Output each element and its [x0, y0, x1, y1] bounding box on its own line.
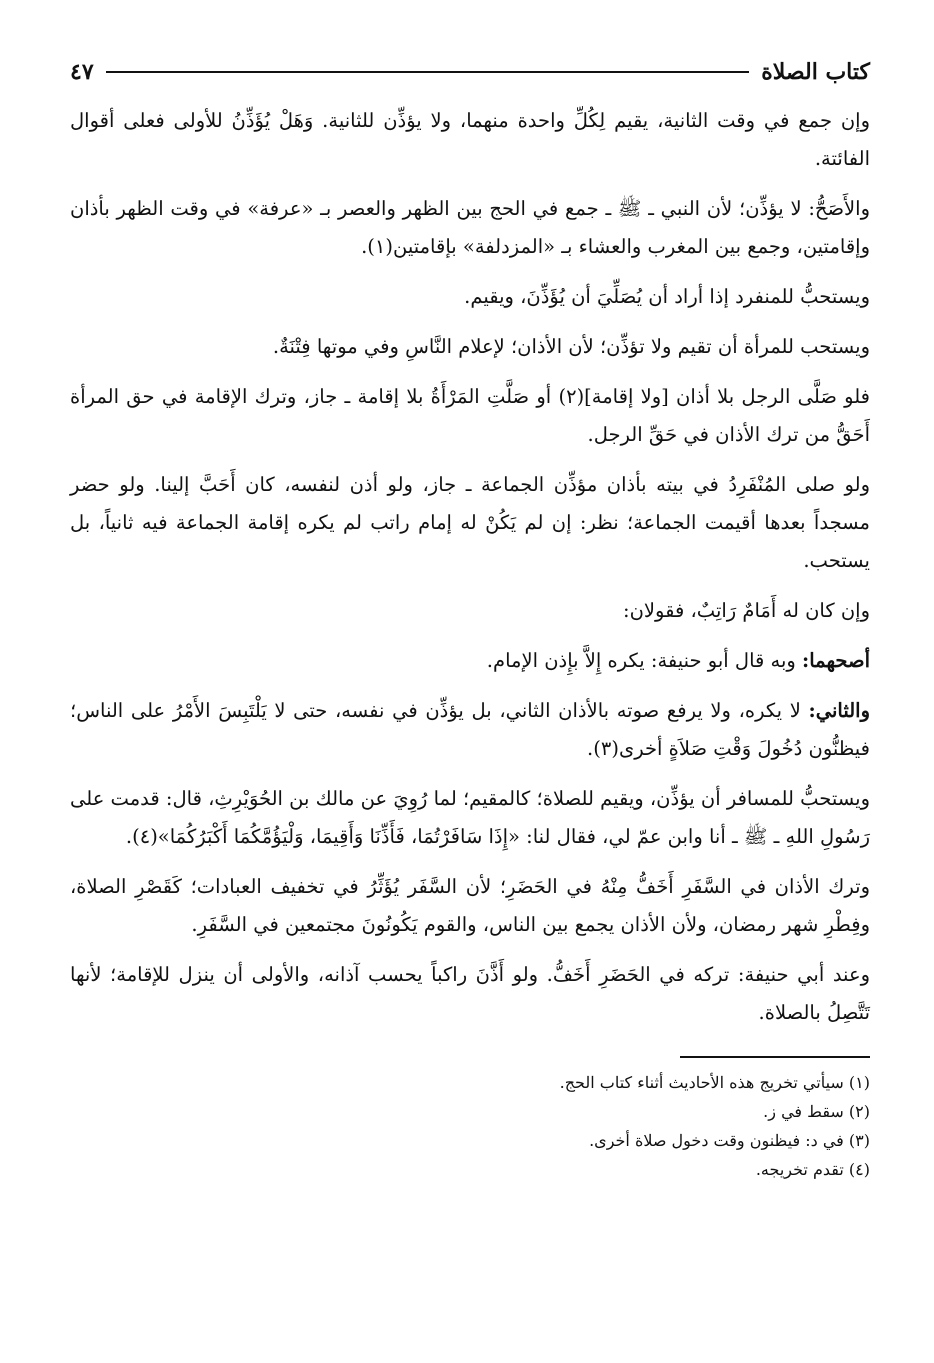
chapter-title: كتاب الصلاة — [761, 59, 870, 85]
paragraph: أصحهما: وبه قال أبو حنيفة: يكره إِلاَّ بإِذن الإمام. — [486, 649, 870, 672]
paragraph: فلو صَلَّى الرجل بلا أذان [ولا إقامة](٢) أو صَلَّتِ المَرْأَةُ بلا إقامة ـ جاز، وترك الإقامة في حق المرأة أَحَقُّ من ترك الأذان في حَقِّ الرجل. — [70, 385, 871, 446]
paragraph: والأَصَحُّ: لا يؤذِّن؛ لأن النبي ـ ﷺ ـ جمع في الحج بين الظهر والعصر بـ «عرفة» في وقت الظهر بأذان وإقامتين، وجمع بين المغرب والعشاء بـ «المزدلفة» بإقامتين(١). — [70, 197, 870, 258]
paragraph: وإن جمع في وقت الثانية، يقيم لِكُلِّ واحدة منهما، ولا يؤذِّن للثانية. وَهَلْ يُؤَذِّنُ للأولى فعلى أقوال الفائتة. — [70, 109, 870, 170]
footnote: (٤) تقدم تخريجه. — [755, 1160, 870, 1179]
paragraph: وعند أبي حنيفة: تركه في الحَضَرِ أَخَفُّ. ولو أَذَّنَ راكباً يحسب آذانه، والأولى أن ينزل للإقامة؛ لأنها تَتَّصِلُ بالصلاة. — [70, 963, 870, 1024]
paragraph-lead: أصحهما: — [802, 649, 870, 672]
paragraph: ويستحبُّ للمنفرد إذا أراد أن يُصَلِّيَ أن يُؤَذِّنَ، ويقيم. — [464, 285, 870, 308]
paragraph: وإن كان له أَمَامٌ رَاتِبٌ، فقولان: — [623, 599, 870, 622]
page-body — [70, 102, 870, 1032]
page-header — [70, 52, 870, 92]
paragraph: ولو صلى المُنْفَرِدُ في بيته بأذان مؤذِّن الجماعة ـ جاز، ولو أذن لنفسه، كان أَحَبَّ إلينا. ولو حضر مسجداً بعدها أقيمت الجماعة؛ نظر: إن لم يَكُنْ له إمام راتب لم يكره إقامة الجماعة فيه ثانياً، بل يستحب. — [70, 473, 870, 572]
footnote: (٢) سقط في ز. — [763, 1102, 870, 1121]
paragraph: والثاني: لا يكره، ولا يرفع صوته بالأذان الثاني، بل يؤذِّن في نفسه، حتى لا يَلْتَبِسَ الأَمْرُ على الناس؛ فيظنُّون دُخُولَ وَقْتِ صَلاَةٍ أخرى(٣). — [70, 699, 870, 760]
footnote: (٣) في د: فيظنون وقت دخول صلاة أخرى. — [589, 1131, 870, 1150]
footnote-separator — [680, 1056, 870, 1058]
footnotes — [70, 1068, 870, 1184]
paragraph-lead: والثاني: — [808, 699, 870, 722]
paragraph: ويستحبُّ للمسافر أن يؤذِّن، ويقيم للصلاة؛ كالمقيم؛ لما رُوِيَ عن مالك بن الحُوَيْرِثِ، قال: قدمت على رَسُولِ اللهِ ـ ﷺ ـ أنا وابن عمّ لي، فقال لنا: «إِذَا سَافَرْتُمَا، فَأَذِّنَا وَأَقِيمَا، وَلْيَؤُمَّكُمَا أَكْبَرُكُمَا»(٤). — [70, 787, 870, 848]
paragraph: وترك الأذان في السَّفَرِ أَخَفُّ مِنْهُ في الحَضَرِ؛ لأن السَّفَر يُؤَثِّرُ في تخفيف العبادات؛ كَقَصْرِ الصلاة، وفِطْرِ شهر رمضان، ولأن الأذان يجمع بين الناس، والقوم يَكُونُونَ مجتمعين في السَّفَرِ. — [70, 875, 870, 936]
header-rule — [106, 71, 750, 73]
paragraph: ويستحب للمرأة أن تقيم ولا تؤذِّن؛ لأن الأذان؛ لإعلام النَّاسِ وفي موتها فِتْنَةٌ. — [272, 335, 870, 358]
book-page — [70, 52, 870, 1184]
page-number: ٤٧ — [70, 59, 94, 85]
footnote: (١) سيأتي تخريج هذه الأحاديث أثناء كتاب الحج. — [559, 1073, 870, 1092]
